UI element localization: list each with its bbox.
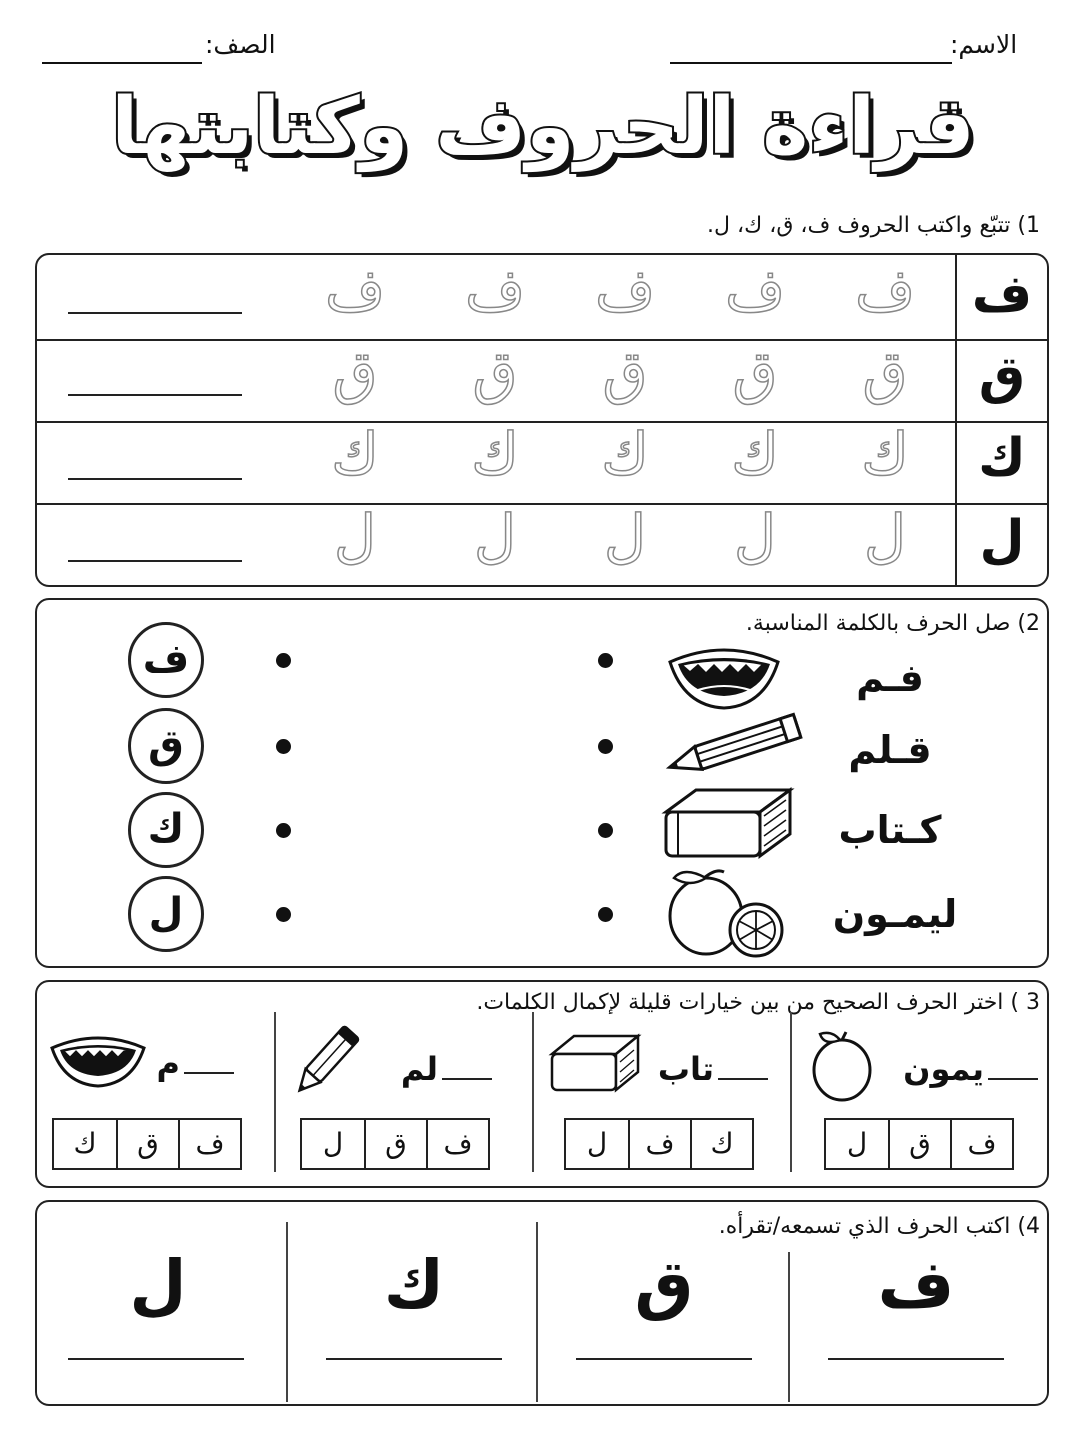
option-letter[interactable]: ك: [73, 1127, 97, 1160]
word-pencil: قـلم: [848, 728, 932, 772]
trace-letter[interactable]: ق: [732, 338, 778, 406]
answer-blank[interactable]: [988, 1078, 1038, 1080]
trace-letter[interactable]: ق: [472, 338, 518, 406]
trace-letter[interactable]: ل: [733, 502, 777, 570]
incomplete-word-pencil: لم: [401, 1050, 492, 1088]
column-divider: [274, 1012, 276, 1172]
trace-letter[interactable]: ق: [602, 338, 648, 406]
column-divider: [286, 1222, 288, 1402]
word-book: كـتاب: [838, 808, 942, 852]
trace-letter[interactable]: ل: [333, 502, 377, 570]
trace-letter[interactable]: ل: [603, 502, 647, 570]
write-line[interactable]: [326, 1358, 502, 1360]
column-divider: [536, 1222, 538, 1402]
trace-letter[interactable]: ك: [731, 420, 779, 488]
match-dot-right[interactable]: [598, 739, 613, 754]
name-field[interactable]: [670, 62, 952, 64]
column-divider: [788, 1252, 790, 1402]
letter-circle-qaf: ق: [128, 708, 204, 784]
trace-letter[interactable]: ل: [863, 502, 907, 570]
mouth-icon: [664, 640, 784, 712]
letter-circle-kaf: ك: [128, 792, 204, 868]
mouth-icon: [48, 1030, 148, 1088]
match-dot-left[interactable]: [276, 907, 291, 922]
match-dot-left[interactable]: [276, 823, 291, 838]
option-letter[interactable]: ف: [950, 1120, 1012, 1168]
trace-letter[interactable]: ف: [324, 256, 386, 324]
section4-instruction: 4) اكتب الحرف الذي تسمعه/تقرأه.: [718, 1214, 1040, 1239]
trace-letter[interactable]: ف: [724, 256, 786, 324]
option-letter[interactable]: ق: [364, 1120, 426, 1168]
incomplete-word-lemon: يمون: [903, 1050, 1038, 1088]
write-line[interactable]: [68, 394, 242, 396]
class-label: الصف:: [205, 30, 276, 59]
row-letter-lam: ل: [979, 510, 1025, 570]
letter-circle-lam: ل: [128, 876, 204, 952]
section3-instruction: 3 ) اختر الحرف الصحيح من بين خيارات قليلة لإكمال الكلمات.: [476, 990, 1040, 1015]
section2-instruction: 2) صل الحرف بالكلمة المناسبة.: [745, 611, 1040, 636]
match-dot-left[interactable]: [276, 653, 291, 668]
trace-letter[interactable]: ق: [862, 338, 908, 406]
option-letter[interactable]: ك: [690, 1120, 752, 1168]
option-letter[interactable]: ق: [888, 1120, 950, 1168]
option-letter[interactable]: ف: [178, 1120, 240, 1168]
name-label: الاسم:: [950, 30, 1018, 59]
trace-letter[interactable]: ف: [854, 256, 916, 324]
match-dot-left[interactable]: [276, 739, 291, 754]
option-letter[interactable]: ق: [116, 1120, 178, 1168]
trace-letter[interactable]: ف: [594, 256, 656, 324]
dictation-letter-qaf: ق: [634, 1246, 694, 1323]
row-letter-faa: ف: [971, 264, 1033, 324]
class-field[interactable]: [42, 62, 202, 64]
answer-blank[interactable]: [184, 1072, 234, 1074]
option-letter[interactable]: ل: [586, 1127, 608, 1160]
letter-circle-faa: ف: [128, 622, 204, 698]
book-icon: [546, 1032, 642, 1096]
match-dot-right[interactable]: [598, 907, 613, 922]
dictation-letter-lam: ل: [129, 1246, 187, 1323]
write-line[interactable]: [828, 1358, 1004, 1360]
trace-letter[interactable]: ك: [861, 420, 909, 488]
write-line[interactable]: [68, 1358, 244, 1360]
section1-instruction: 1) تتبّع واكتب الحروف ف، ق، ك، ل.: [707, 213, 1040, 238]
match-dot-right[interactable]: [598, 653, 613, 668]
word-mouth: فـم: [856, 656, 924, 700]
write-line[interactable]: [68, 478, 242, 480]
options-lemon: [824, 1118, 1014, 1170]
column-divider: [532, 1012, 534, 1172]
option-letter[interactable]: ل: [322, 1127, 344, 1160]
option-letter[interactable]: ف: [628, 1120, 690, 1168]
option-letter[interactable]: ل: [846, 1127, 868, 1160]
trace-letter[interactable]: ق: [332, 338, 378, 406]
lemon-icon: [660, 864, 786, 960]
options-mouth: [52, 1118, 242, 1170]
write-line[interactable]: [576, 1358, 752, 1360]
answer-blank[interactable]: [718, 1078, 768, 1080]
answer-blank[interactable]: [442, 1078, 492, 1080]
dictation-letter-faa: ف: [877, 1246, 955, 1323]
page-title: قراءة الحروف وكتابتها: [111, 82, 975, 172]
pencil-icon: [660, 712, 810, 778]
incomplete-word-mouth: م: [157, 1044, 234, 1082]
write-line[interactable]: [68, 312, 242, 314]
options-pencil: [300, 1118, 490, 1170]
trace-letter[interactable]: ك: [601, 420, 649, 488]
dictation-letter-kaf: ك: [383, 1246, 445, 1323]
incomplete-word-book: تاب: [658, 1050, 768, 1088]
options-book: [564, 1118, 754, 1170]
write-line[interactable]: [68, 560, 242, 562]
book-icon: [656, 786, 796, 862]
trace-letter[interactable]: ف: [464, 256, 526, 324]
option-letter[interactable]: ف: [426, 1120, 488, 1168]
word-lemon: ليمـون: [832, 892, 958, 936]
pencil-icon: [284, 1018, 370, 1102]
lemon-icon: [806, 1028, 876, 1102]
row-letter-kaf: ك: [978, 428, 1026, 488]
trace-letter[interactable]: ك: [471, 420, 519, 488]
column-divider: [790, 1012, 792, 1172]
match-dot-right[interactable]: [598, 823, 613, 838]
row-letter-qaf: ق: [978, 346, 1026, 406]
trace-letter[interactable]: ك: [331, 420, 379, 488]
trace-letter[interactable]: ل: [473, 502, 517, 570]
